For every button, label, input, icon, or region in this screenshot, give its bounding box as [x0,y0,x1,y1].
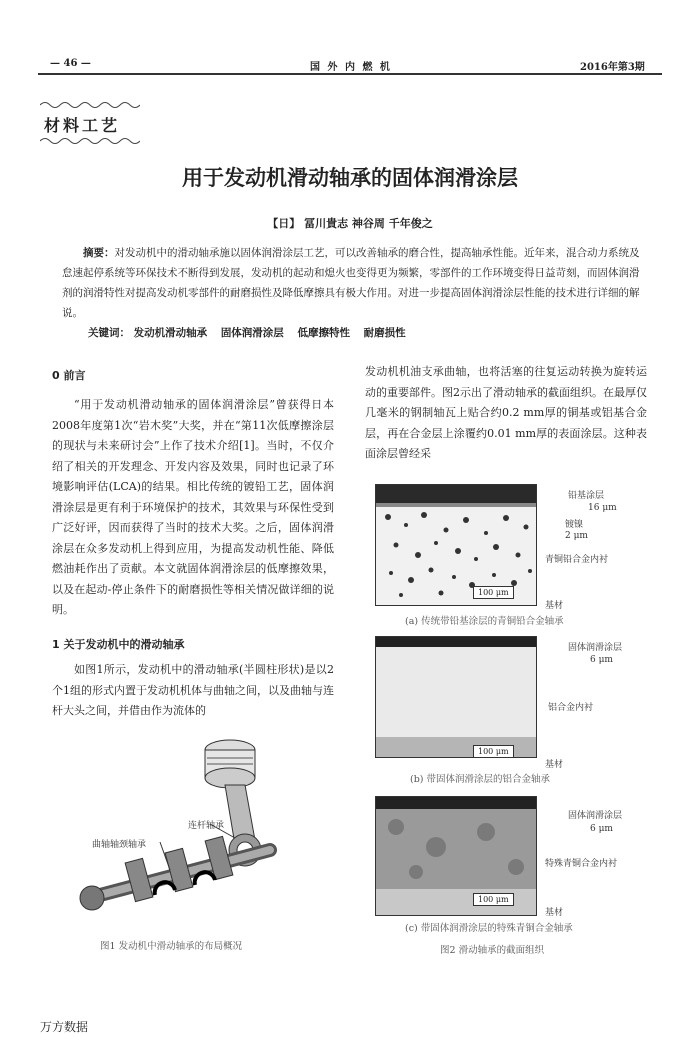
right-col-paragraph: 发动机机油支承曲轴，也将活塞的往复运动转换为旋转运动的重要部件。图2示出了滑动轴承的截面组织。在最厚仅几毫米的钢制轴瓦上贴合约0.2 mm厚的铜基或铝基合金层，再在合金层上涂覆约0.01 mm厚的表面涂层。这种表面涂层曾经采 [365,365,647,460]
figure2c-label: 6 μm [590,824,613,834]
wavy-line-top [40,100,140,110]
figure2b-caption: (b) 带固体润滑涂层的铝合金轴承 [410,774,551,785]
figure2c-label: 固体润滑涂层 [568,811,623,821]
figure1-label-conrod: 连杆轴承 [188,821,225,831]
figure2c-label: 基材 [545,908,564,918]
figure2a-label: 16 μm [588,503,617,513]
figure2a-caption: (a) 传统带铅基涂层的青铜铅合金轴承 [405,616,564,627]
keywords-label: 关键词： [88,327,130,339]
figure1-caption: 图1 发动机中滑动轴承的布局概况 [100,941,243,952]
keyword: 耐磨损性 [363,327,406,339]
page-title: 用于发动机滑动轴承的固体润滑涂层 [182,166,518,190]
section0-body [52,395,334,621]
abstract-text: 对发动机中的滑动轴承施以固体润滑涂层工艺，可以改善轴承的磨合性，提高轴承性能。近年来，混合动力系统及怠速起停系统等环保技术不断得到发展，发动机的起动和熄火也变得更为频繁，零部件的工作环境变得日益苛刻，而固体润滑剂的润滑特性对提高发动机零部件的耐磨损性及降低摩擦具有极大作用。对进一步提高固体润滑涂层性能的技术进行详细的解说。 [62,247,640,319]
figure2-caption: 图2 滑动轴承的截面组织 [440,945,545,956]
figure2a-label: 铅基涂层 [568,491,605,501]
keywords [88,325,416,340]
issue-label: 2016年第3期 [580,62,645,73]
section0-paragraph: “用于发动机滑动轴承的固体润滑涂层”曾获得日本2008年度第1次“岩木奖”大奖，并在“第11次低摩擦涂层的现状与未来研讨会”上作了技术介绍[1]。当时，不仅介绍了相关的开发理念、开发内容及效果，同时也记录了环境影响评估(LCA)的结果。相比传统的镀铅工艺，固体润滑涂层是更有利于环境保护的技术，其效果与环保性受到广泛好评，因而获得了当时的技术大奖。之后，固体润滑涂层在众多发动机上得到应用，为提高发动机性能、降低燃油耗作出了贡献。本文就固体润滑涂层的低摩擦效果，以及在起动-停止条件下的耐磨损性等相关情况做详细的说明。 [52,398,334,616]
header-rule [38,73,662,75]
keyword: 发动机滑动轴承 [133,327,208,339]
figure2a-label: 青铜铅合金内衬 [545,555,609,565]
wavy-line-bottom [40,136,140,146]
figure2b-label: 固体润滑涂层 [568,643,623,653]
section1-paragraph: 如图1所示，发动机中的滑动轴承(半圆柱形状)是以2个1组的形式内置于发动机机体与曲轴之间，以及曲轴与连杆大头之间，并借由作为流体的 [52,663,334,717]
figure2c-scale: 100 μm [473,893,514,906]
figure1-label-main: 曲轴轴颈轴承 [92,840,147,850]
keyword: 固体润滑涂层 [220,327,284,339]
page-number: — 46 — [50,58,91,69]
footer-watermark: 万方数据 [40,1020,89,1034]
figure2b-label: 6 μm [590,655,613,665]
figure2b-label: 铝合金内衬 [548,703,594,713]
figure2b-label: 基材 [545,760,564,770]
section1-body [52,660,334,722]
section-label: 材料工艺 [44,116,121,135]
section0-heading: 0 前言 [52,369,86,382]
figure2a-scale: 100 μm [473,586,514,599]
abstract-label: 摘要： [83,247,115,259]
figure2c-caption: (c) 带固体润滑涂层的特殊青铜合金轴承 [405,923,573,934]
keyword: 低摩擦特性 [297,327,350,339]
journal-name: 国 外 内 燃 机 [310,62,392,73]
right-col-body [365,362,647,465]
figure2a-label: 基材 [545,601,564,611]
figure2b-scale: 100 μm [473,745,514,758]
authors: 【日】 冨川貴志 神谷周 千年俊之 [267,217,433,230]
figure2c-label: 特殊青铜合金内衬 [545,859,618,869]
section1-heading: 1 关于发动机中的滑动轴承 [52,638,185,651]
figure2a-label: 镀镍 [565,520,584,530]
abstract [62,243,642,323]
figure2b-micrograph [375,636,537,758]
figure2a-label: 2 μm [565,531,588,541]
